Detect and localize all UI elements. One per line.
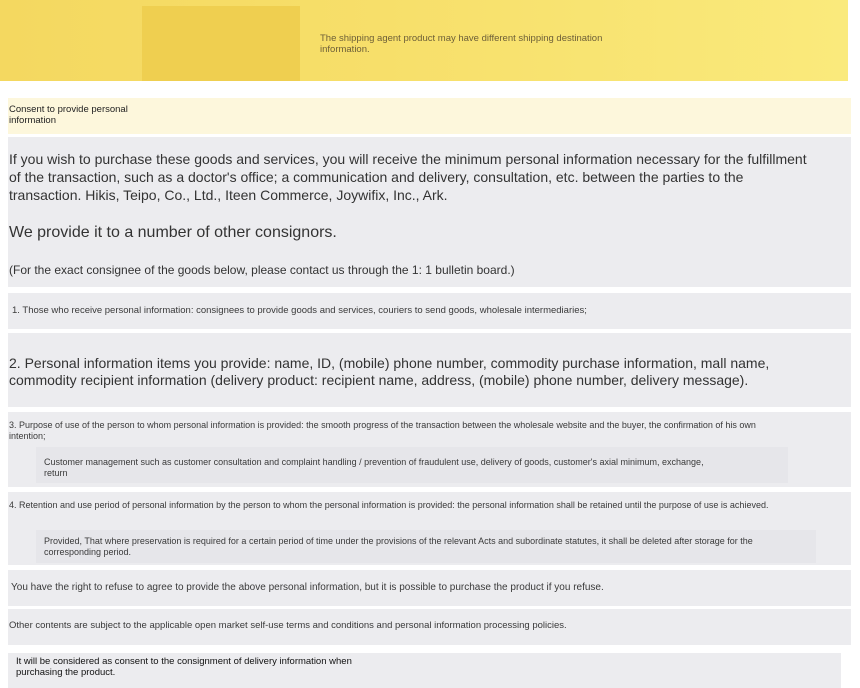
intro-paragraph: If you wish to purchase these goods and services, you will receive the minimum personal information necessary for the fulfillment of the transaction, such as a doctor's office; a communication and delivery, consultation, etc. between the parties to the transaction. Hikis, Teipo, Co., Ltd., Iteen Commerce, Joywifix, Inc., Ark. [9, 151, 807, 203]
other-terms-text: Other contents are subject to the applicable open market self-use terms and conditions and personal information processing policies. [9, 620, 567, 631]
retention-item: 4. Retention and use period of personal information by the person to whom the personal information is provided: the personal information shall be retained until the purpose of use is achieved. [9, 500, 769, 510]
consent-statement-text: It will be considered as consent to the consignment of delivery information when purchasing the product. [16, 656, 352, 678]
retention-detail: Provided, That where preservation is required for a certain period of time under the provisions of the relevant Acts and subordinate statutes, it shall be deleted after storage for the corresponding period. [44, 536, 753, 557]
bulletin-note: (For the exact consignee of the goods below, please contact us through the 1: 1 bulletin board.) [9, 263, 515, 277]
consignors-statement: We provide it to a number of other consignors. [9, 224, 337, 241]
refuse-right-text: You have the right to refuse to agree to provide the above personal information, but it is possible to purchase the product if you refuse. [11, 582, 604, 593]
banner-image-block [142, 6, 300, 81]
purpose-item: 3. Purpose of use of the person to whom personal information is provided: the smooth progress of the transaction between the wholesale website and the buyer, the confirmation of his own intention; [9, 420, 756, 441]
shipping-notice: The shipping agent product may have different shipping destination information. [320, 33, 603, 55]
recipients-item: 1. Those who receive personal information: consignees to provide goods and services, couriers to send goods, wholesale intermediaries; [12, 305, 587, 316]
purpose-detail: Customer management such as customer consultation and complaint handling / prevention of fraudulent use, delivery of goods, customer's axial minimum, exchange, return [44, 457, 704, 478]
info-items-item: 2. Personal information items you provide: name, ID, (mobile) phone number, commodity purchase information, mall name, commodity recipient information (delivery product: recipient name, address, (mobile) phone number, delivery message). [9, 355, 770, 388]
consent-title: Consent to provide personal information [9, 104, 128, 126]
